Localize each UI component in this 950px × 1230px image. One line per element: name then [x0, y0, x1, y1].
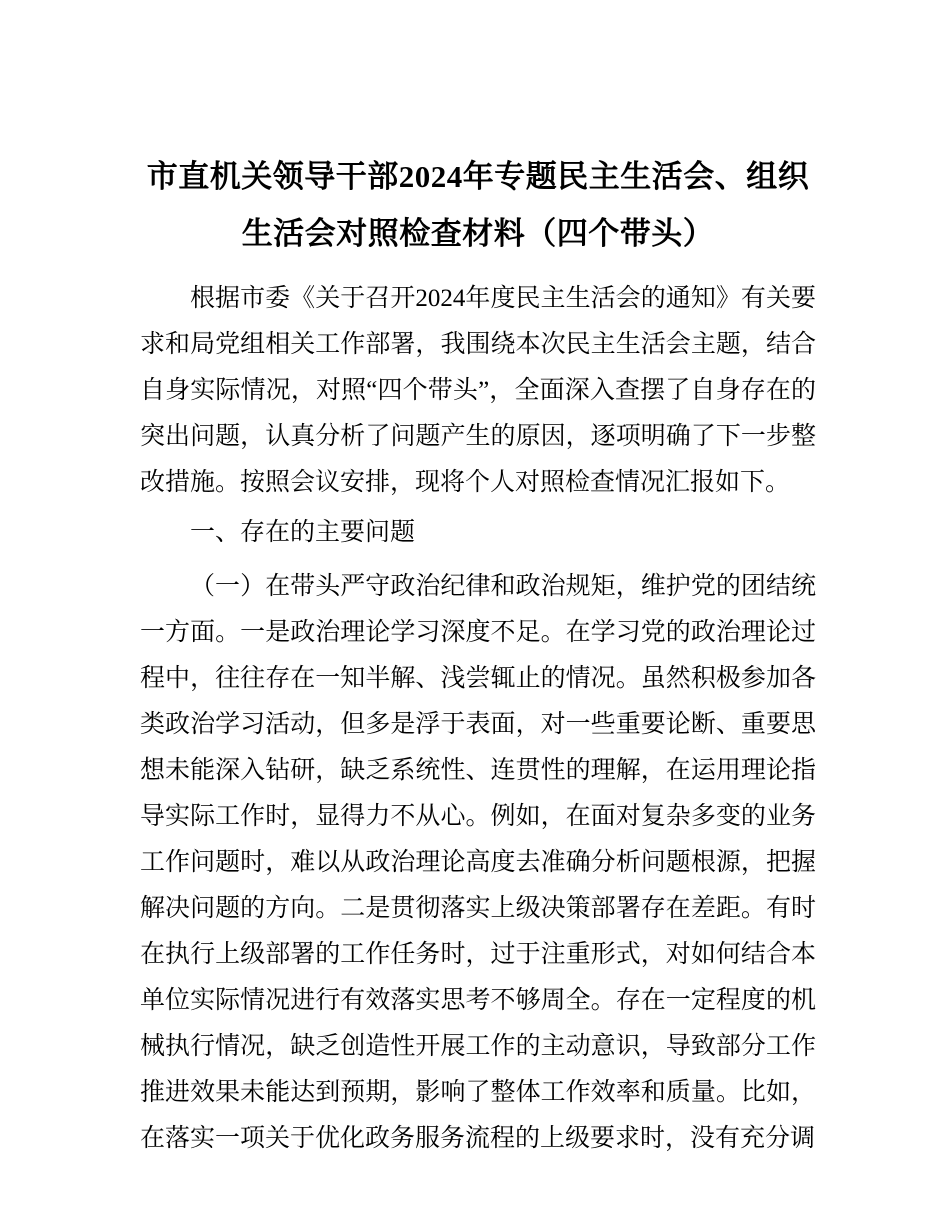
document-title: 市直机关领导干部2024年专题民主生活会、组织生活会对照检查材料（四个带头） — [146, 159, 810, 251]
paragraph-intro: 根据市委《关于召开2024年度民主生活会的通知》有关要求和局党组相关工作部署，我围绕本次民主生活会主题，结合自身实际情况，对照“四个带头”，全面深入查摆了自身存在的突出问题，认真分析了问题产生的原因，逐项明确了下一步整改措施。按照会议安排，现将个人对照检查情况汇报如下。 — [140, 285, 816, 496]
section-heading-main-problems: 一、存在的主要问题 — [190, 519, 416, 546]
paragraph-section-one: （一）在带头严守政治纪律和政治规矩，维护党的团结统一方面。一是政治理论学习深度不足。在学习党的政治理论过程中，往往存在一知半解、浅尝辄止的情况。虽然积极参加各类政治学习活动，但多是浮于表面，对一些重要论断、重要思想未能深入钻研，缺乏系统性、连贯性的理解，在运用理论指导实际工作时，显得力不从心。例如，在面对复杂多变的业务工作问题时，难以从政治理论高度去准确分析问题根源，把握解决问题的方向。二是贯彻落实上级决策部署存在差距。有时在执行上级部署的工作任务时，过于注重形式，对如何结合本单位实际情况进行有效落实思考不够周全。存在一定程度的机械执行情况，缺乏创造性开展工作的主动意识，导致部分工作推进效果未能达到预期，影响了整体工作效率和质量。比如，在落实一项关于优化政务服务流程的上级要求时，没有充分调 — [140, 573, 816, 1152]
